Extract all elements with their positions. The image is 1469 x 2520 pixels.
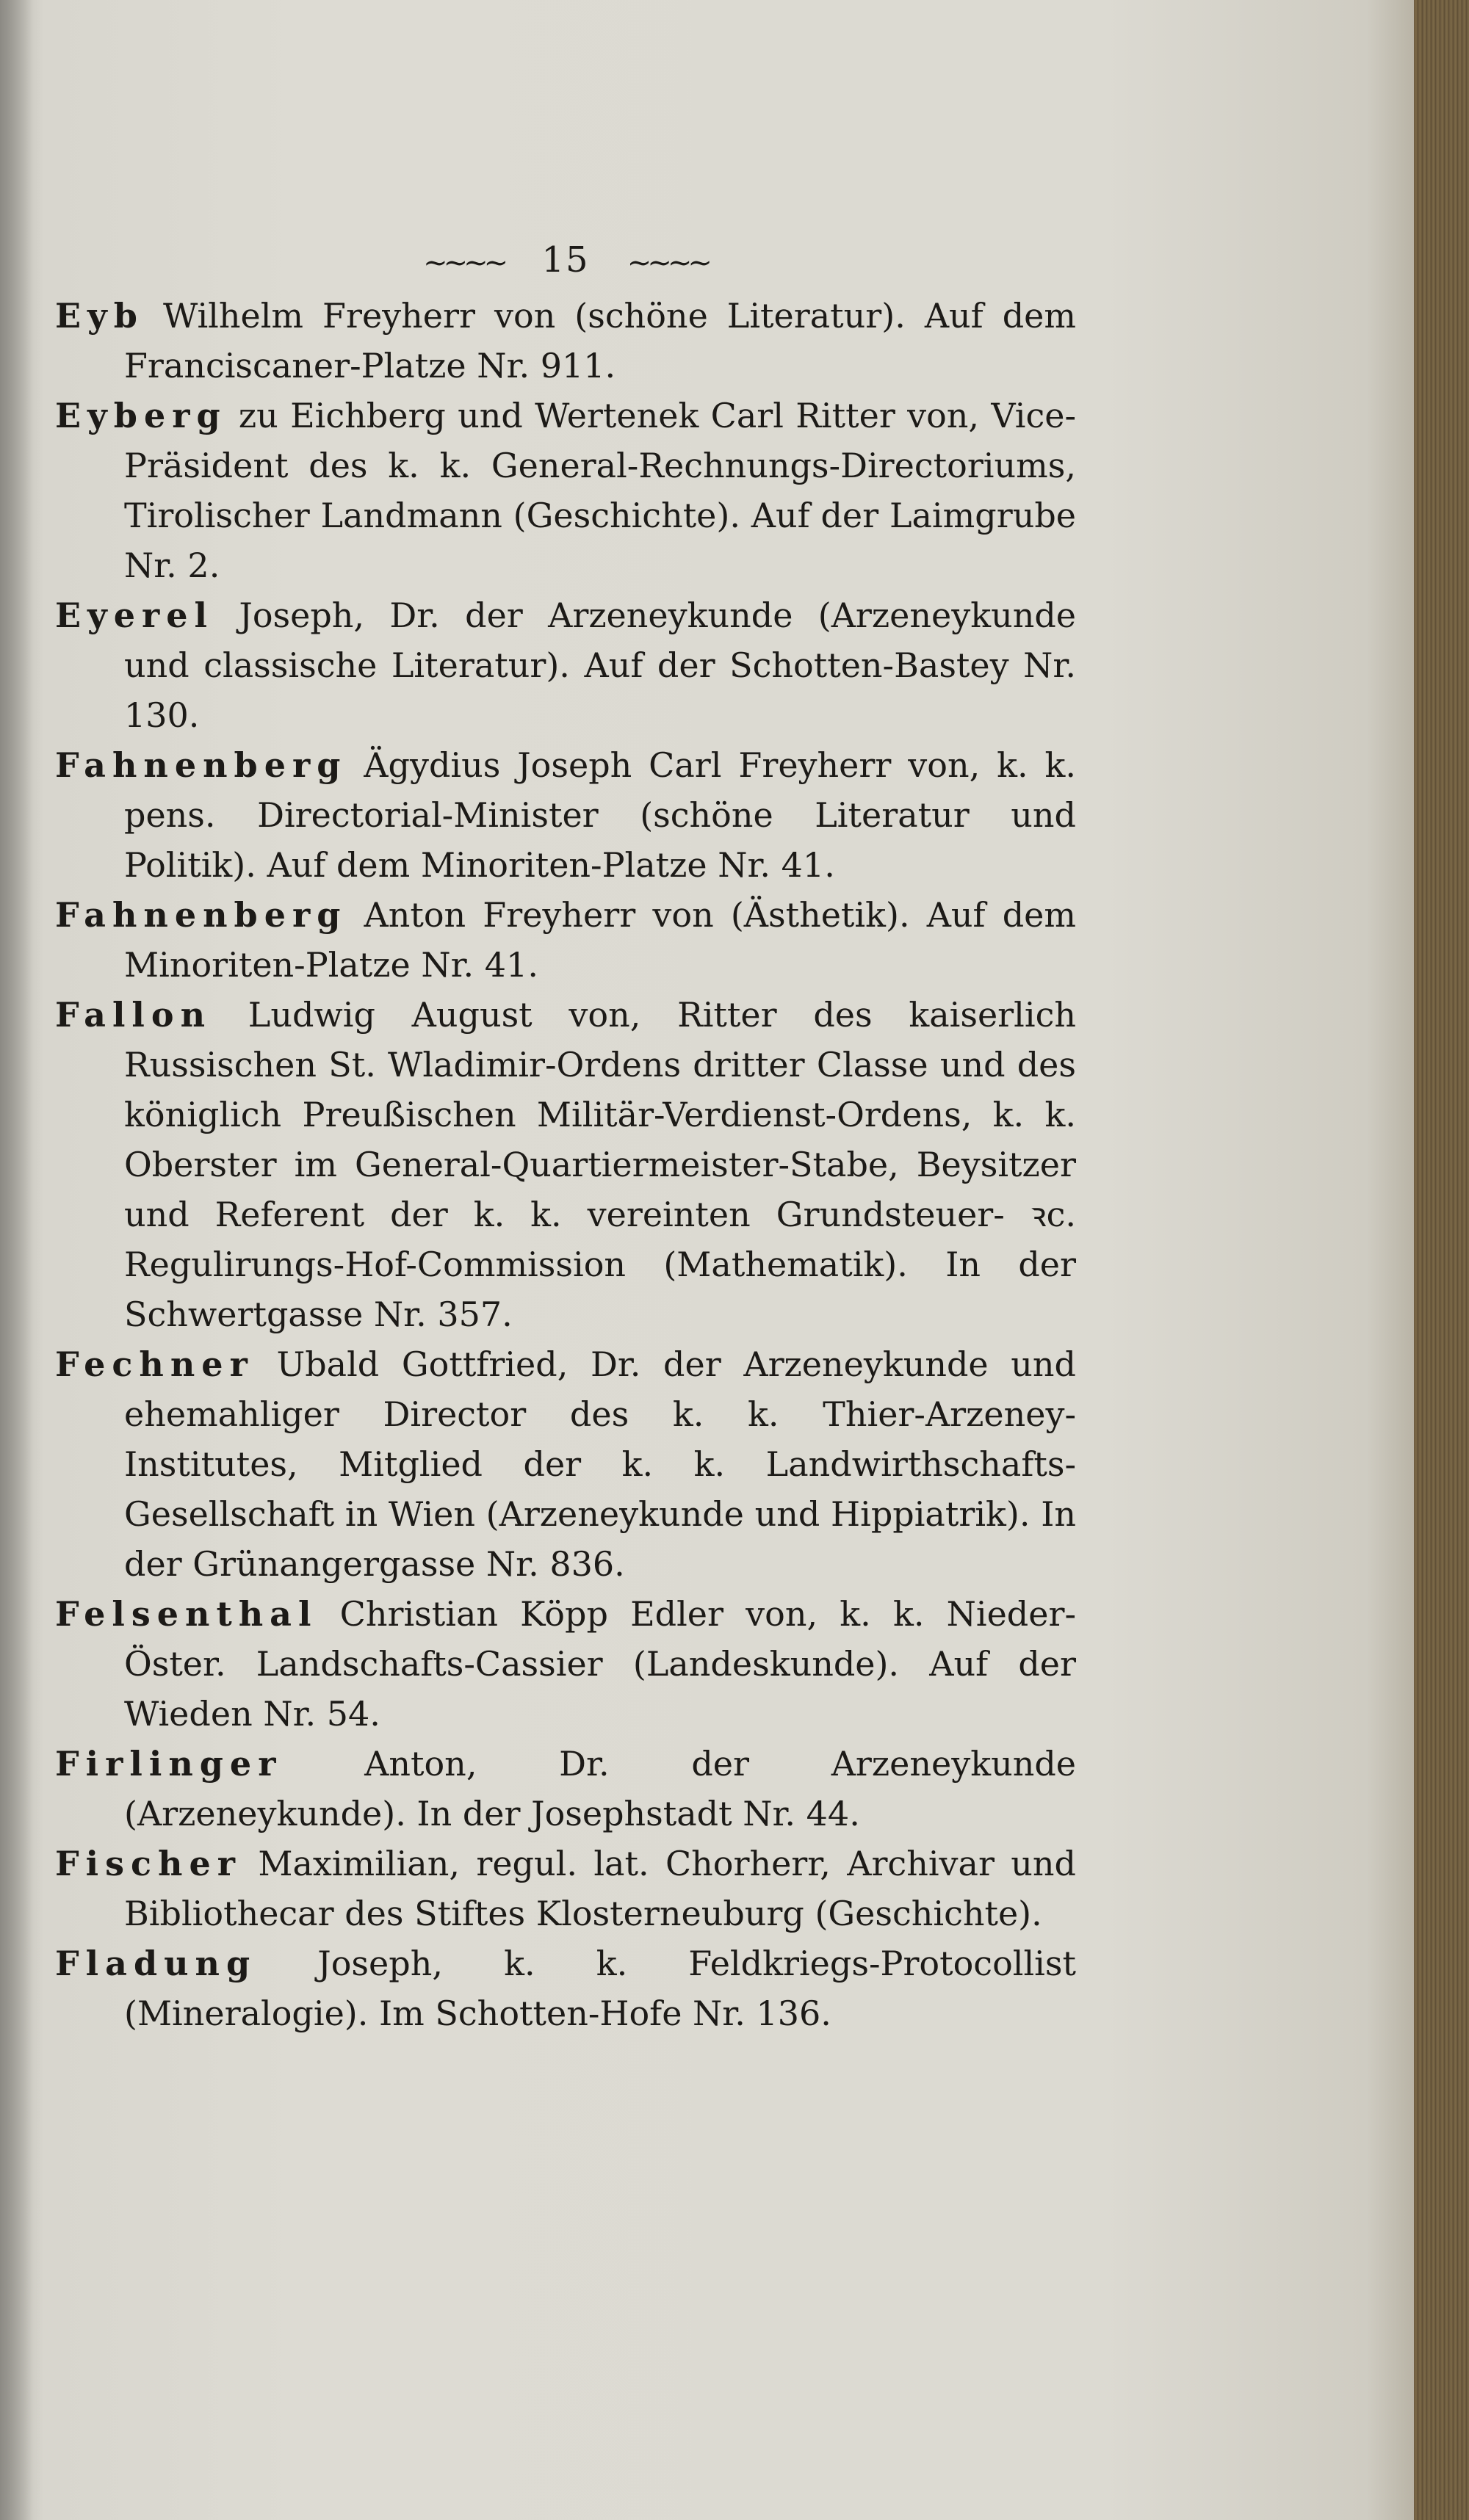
entry-text: Ludwig August von, Ritter des kaiserlich Russischen St. Wladimir-Ordens dritter Classe und des königlich Preußischen Militär-Verdienst-Ordens, k. k. Oberster im General-Quartiermeister-Stabe, Beysitzer und Referent der k. k. vereinten Grundsteuer- ꝛc. Regulirungs-Hof-Commission (Mathematik). In der Schwertgasse Nr. 357. [124,994,1076,1334]
book-page-edges [1414,0,1469,2520]
header-ornament-right: ~~~~ [627,245,708,280]
page-text [55,235,1076,2038]
entry-surname: Felsenthal [55,1593,318,1634]
entry-surname: Fladung [55,1943,257,1983]
entry-text: Ubald Gottfried, Dr. der Arzeneykunde und ehemahliger Director des k. k. Thier-Arzeney-Institutes, Mitglied der k. k. Landwirthschafts-Gesellschaft in Wien (Arzeneykunde und Hippiatrik). In der Grünangergasse Nr. 836. [124,1344,1076,1584]
entry-surname: Fahnenberg [55,745,347,785]
entry-fischer [55,1839,1076,1938]
entry-text: Ägydius Joseph Carl Freyherr von, k. k. pens. Directorial-Minister (schöne Literatur und Politik). Auf dem Minoriten-Platze Nr. 41. [124,745,1076,885]
entry-surname: Fallon [55,994,212,1035]
entry-text: Anton Freyherr von (Ästhetik). Auf dem Minoriten-Platze Nr. 41. [124,894,1076,985]
page-number: 15 [541,239,590,280]
entry-fechner [55,1339,1076,1589]
page-header [55,235,1076,288]
entry-fallon [55,990,1076,1339]
entry-text: Anton, Dr. der Arzeneykunde (Arzeneykunde). In der Josephstadt Nr. 44. [124,1743,1076,1833]
entry-fahnenberg-aegydius [55,740,1076,890]
entry-text: Wilhelm Freyherr von (schöne Literatur). Auf dem Franciscaner-Platze Nr. 911. [124,295,1076,385]
entry-text: zu Eichberg und Wertenek Carl Ritter von, Vice-Präsident des k. k. General-Rechnungs-Directoriums, Tirolischer Landmann (Geschichte). Auf der Laimgrube Nr. 2. [124,395,1076,585]
entry-surname: Eyb [55,295,144,336]
entry-felsenthal [55,1589,1076,1739]
entry-eyb [55,291,1076,391]
entry-fladung [55,1938,1076,2038]
entry-surname: Fechner [55,1344,254,1384]
entry-text: Joseph, Dr. der Arzeneykunde (Arzeneykunde und classische Literatur). Auf der Schotten-Bastey Nr. 130. [124,595,1076,735]
entry-surname: Eyerel [55,595,214,635]
entry-surname: Eyberg [55,395,227,435]
gutter-shadow [0,0,33,2520]
entry-surname: Firlinger [55,1743,283,1784]
entry-firlinger [55,1739,1076,1839]
entry-surname: Fahnenberg [55,894,347,935]
entry-surname: Fischer [55,1843,242,1883]
entry-text: Christian Köpp Edler von, k. k. Nieder-Öster. Landschafts-Cassier (Landeskunde). Auf der Wieden Nr. 54. [124,1593,1076,1734]
entry-text: Joseph, k. k. Feldkriegs-Protocollist (Mineralogie). Im Schotten-Hofe Nr. 136. [124,1943,1076,2033]
entry-eyerel [55,590,1076,740]
entry-eyberg [55,391,1076,590]
entry-fahnenberg-anton [55,890,1076,990]
header-ornament-left: ~~~~ [423,245,505,280]
entry-text: Maximilian, regul. lat. Chorherr, Archivar und Bibliothecar des Stiftes Klosterneuburg (Geschichte). [124,1843,1076,1933]
